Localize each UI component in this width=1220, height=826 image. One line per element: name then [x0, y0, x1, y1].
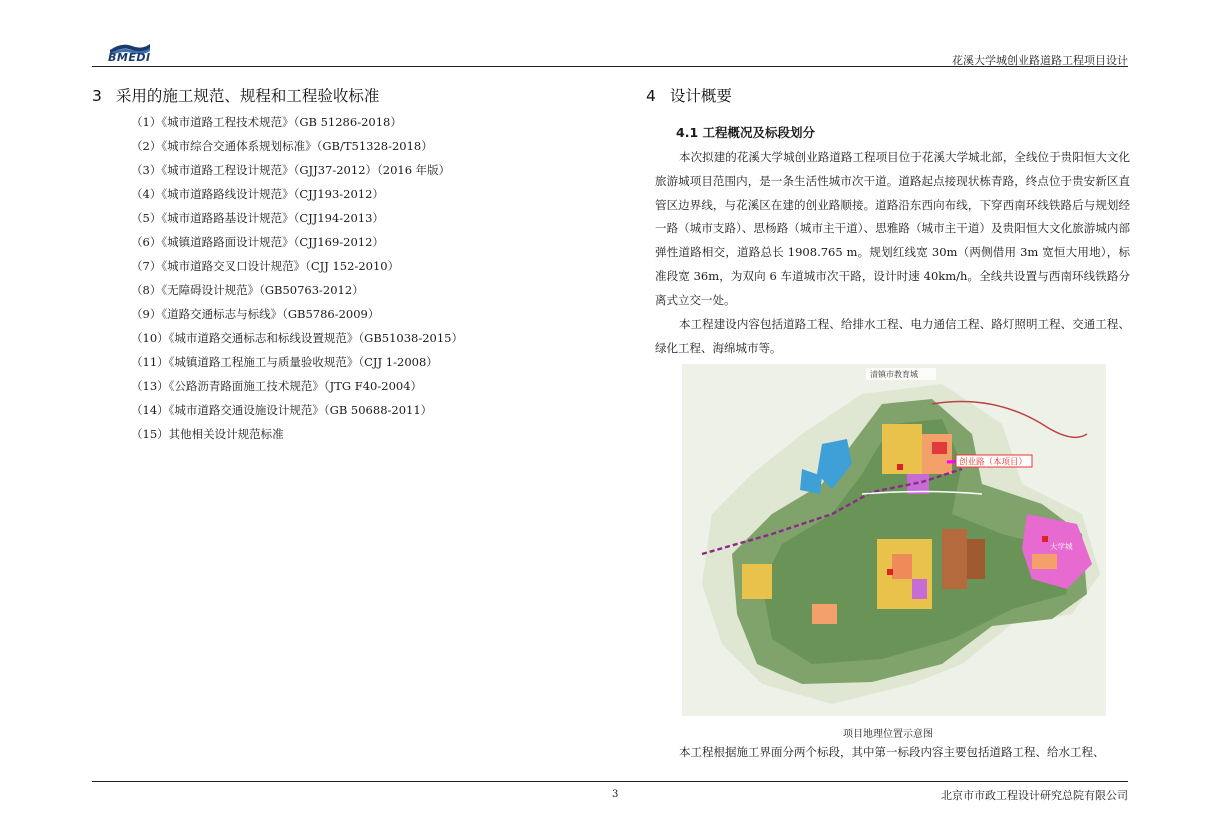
- standard-item: （6）《城镇道路路面设计规范》（CJJ169-2012）: [131, 235, 384, 249]
- section-4-heading: [646, 84, 732, 106]
- standard-item: （5）《城市道路路基设计规范》（CJJ194-2013）: [131, 211, 384, 225]
- standard-item: （8）《无障碍设计规范》（GB50763-2012）: [131, 283, 364, 297]
- standard-item: （10）《城市道路交通标志和标线设置规范》（GB51038-2015）: [131, 331, 464, 345]
- subsection-4-1-heading: 4.1 工程概况及标段划分: [676, 125, 815, 140]
- page-number: 3: [612, 789, 619, 800]
- header-divider: [92, 66, 1128, 67]
- section-3-heading: [92, 84, 379, 106]
- standards-list: [131, 112, 463, 448]
- map-caption: 项目地理位置示意图: [843, 729, 933, 740]
- logo-text: BMEDI: [108, 51, 151, 64]
- section-3-number: 3: [92, 87, 102, 105]
- standard-item: （13）《公路沥青路面施工技术规范》（JTG F40-2004）: [131, 379, 423, 393]
- map-label-university-town: 大学城: [1050, 542, 1073, 551]
- section-3-title: 采用的施工规范、规程和工程验收标准: [115, 87, 380, 105]
- project-overview-paragraph: 本次拟建的花溪大学城创业路道路工程项目位于花溪大学城北部，全线位于贵阳恒大文化旅游城项目范围内，是一条生活性城市次干道。道路起点接现状栋青路，终点位于贵安新区直管区边界线，与花溪区在建的创业路顺接。道路沿东西向布线，下穿西南环线铁路后与规划经一路（城市支路）、思杨路（城市主干道）、思雅路（城市主干道）及贵阳恒大文化旅游城内部弹性道路相交，道路总长 1908.765 m。规划红线宽 30m（两侧借用 3m 宽恒大用地），标准段宽 36m，为双向 6 车道城市次干路，设计时速 40km/h。全线共设置与西南环线铁路分离式立交一处。: [655, 150, 1130, 307]
- project-location-map: [682, 364, 1106, 716]
- standard-item: （9）《道路交通标志与标线》（GB5786-2009）: [131, 307, 380, 321]
- standard-item: （15）其他相关设计规范标准: [131, 427, 284, 441]
- footer-divider: [92, 781, 1128, 782]
- standard-item: （4）《城市道路路线设计规范》（CJJ193-2012）: [131, 187, 384, 201]
- map-label-education-city: 清镇市教育城: [870, 370, 918, 379]
- section-4-number: 4: [646, 87, 656, 105]
- map-label-project-road: 创业路（本项目）: [959, 457, 1028, 468]
- standard-item: （7）《城市道路交叉口设计规范》（CJJ 152-2010）: [131, 259, 400, 273]
- bid-section-paragraph: 本工程根据施工界面分两个标段，其中第一标段内容主要包括道路工程、给水工程、: [679, 745, 1105, 759]
- document-header-title: 花溪大学城创业路道路工程项目设计: [952, 54, 1128, 67]
- standard-item: （1）《城市道路工程技术规范》（GB 51286-2018）: [131, 115, 402, 129]
- standard-item: （3）《城市道路工程设计规范》（GJJ37-2012）（2016 年版）: [131, 163, 451, 177]
- standard-item: （14）《城市道路交通设施设计规范》（GB 50688-2011）: [131, 403, 433, 417]
- standard-item: （2）《城市综合交通体系规划标准》（GB/T51328-2018）: [131, 139, 433, 153]
- section-4-title: 设计概要: [669, 87, 732, 105]
- construction-scope-paragraph: 本工程建设内容包括道路工程、给排水工程、电力通信工程、路灯照明工程、交通工程、绿化工程、海绵城市等。: [655, 317, 1130, 355]
- footer-company-name: 北京市市政工程设计研究总院有限公司: [941, 789, 1128, 802]
- standard-item: （11）《城镇道路工程施工与质量验收规范》（CJJ 1-2008）: [131, 355, 438, 369]
